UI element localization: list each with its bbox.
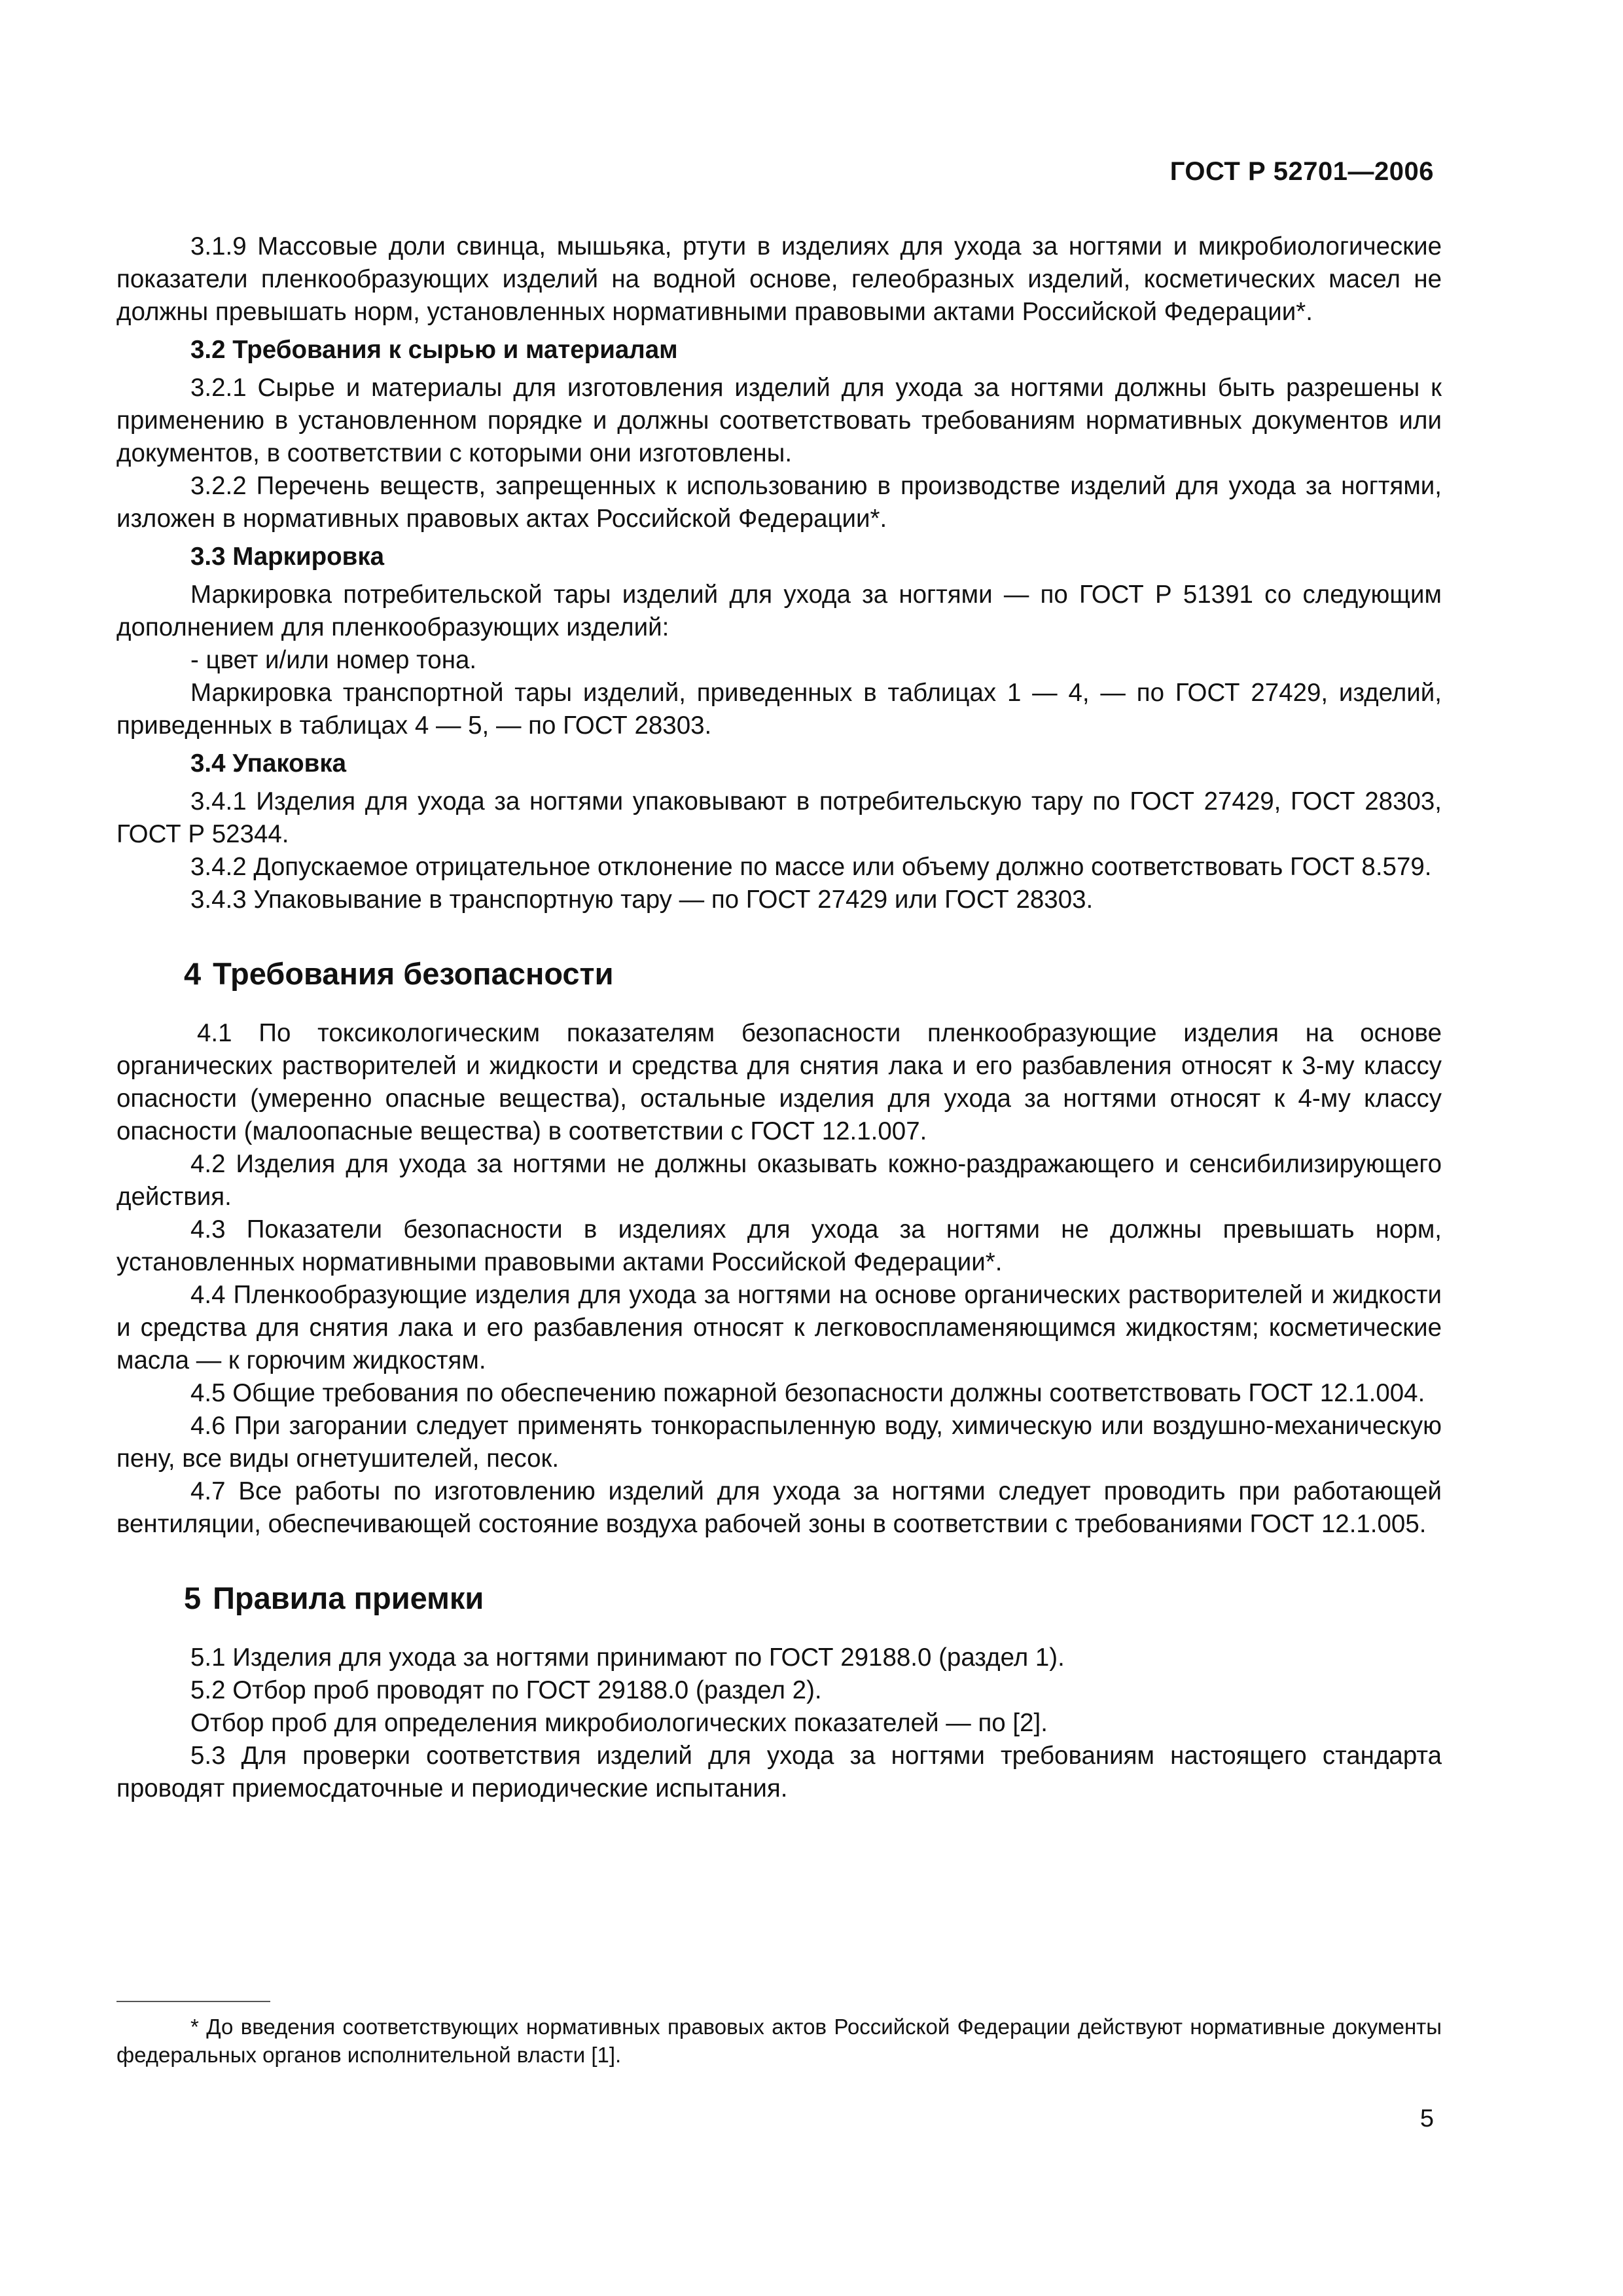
section-4-title: Требования безопасности bbox=[213, 956, 614, 991]
paragraph-3-3-transport-marking: Маркировка транспортной тары изделий, приведенных в таблицах 1 — 4, — по ГОСТ 27429, изделий, приведенных в таблицах 4 — 5, — по ГОСТ 28303. bbox=[116, 679, 1442, 740]
paragraph-5-2-microbiological: Отбор проб для определения микробиологических показателей — по [2]. bbox=[190, 1709, 1048, 1737]
paragraph-3-3-color-tone: - цвет и/или номер тона. bbox=[190, 646, 477, 674]
paragraph-3-4-1: 3.4.1 Изделия для ухода за ногтями упаковывают в потребительскую тару по ГОСТ 27429, ГОСТ 28303, ГОСТ Р 52344. bbox=[116, 787, 1442, 848]
paragraph-4-3: 4.3 Показатели безопасности в изделиях для ухода за ногтями не должны превышать норм, установленных нормативными правовыми актами Российской Федерации*. bbox=[116, 1215, 1442, 1276]
paragraph-3-3-consumer-marking: Маркировка потребительской тары изделий для ухода за ногтями — по ГОСТ Р 51391 со следующим дополнением для пленкообразующих изделий: bbox=[116, 581, 1442, 641]
paragraph-5-3: 5.3 Для проверки соответствия изделий для ухода за ногтями требованиям настоящего стандарта проводят приемосдаточные и периодические испытания. bbox=[116, 1742, 1442, 1803]
section-heading-4 bbox=[116, 954, 1442, 994]
paragraph-4-5: 4.5 Общие требования по обеспечению пожарной безопасности должны соответствовать ГОСТ 12.1.004. bbox=[190, 1379, 1425, 1407]
subsection-heading-3-3: 3.3 Маркировка bbox=[190, 543, 385, 571]
paragraph-4-7: 4.7 Все работы по изготовлению изделий для ухода за ногтями следует проводить при работающей вентиляции, обеспечивающей состояние воздуха рабочей зоны в соответствии с требованиями ГОСТ 12.1.005. bbox=[116, 1477, 1442, 1538]
paragraph-5-2: 5.2 Отбор проб проводят по ГОСТ 29188.0 (раздел 2). bbox=[190, 1676, 822, 1704]
section-5-title: Правила приемки bbox=[213, 1581, 484, 1615]
section-4-number: 4 bbox=[184, 956, 202, 991]
paragraph-4-4: 4.4 Пленкообразующие изделия для ухода за ногтями на основе органических растворителей и жидкости и средства для снятия лака и его разбавления относят к легковоспламеняющимся жидкостям; косметические масла — к горючим жидкостям. bbox=[116, 1281, 1442, 1374]
paragraph-5-1: 5.1 Изделия для ухода за ногтями принимают по ГОСТ 29188.0 (раздел 1). bbox=[190, 1643, 1065, 1672]
subsection-heading-3-4: 3.4 Упаковка bbox=[190, 749, 346, 778]
paragraph-3-2-2: 3.2.2 Перечень веществ, запрещенных к использованию в производстве изделий для ухода за ногтями, изложен в нормативных правовых актах Российской Федерации*. bbox=[116, 472, 1442, 533]
paragraph-3-4-2: 3.4.2 Допускаемое отрицательное отклонение по массе или объему должно соответствовать ГОСТ 8.579. bbox=[190, 853, 1432, 881]
page-number: 5 bbox=[1419, 2105, 1434, 2132]
paragraph-4-1: 4.1 По токсикологическим показателям безопасности пленкообразующие изделия на основе органических растворителей и жидкости и средства для снятия лака и его разбавления относят к 3-му классу опасности (умеренно опасные вещества), остальные изделия для ухода за ногтями относят к 4-му классу опасности (малоопасные вещества) в соответствии с ГОСТ 12.1.007. bbox=[116, 1019, 1442, 1145]
footnote: * До введения соответствующих нормативных правовых актов Российской Федерации действуют нормативные документы федеральных органов исполнительной власти [1]. bbox=[116, 2015, 1442, 2067]
paragraph-3-4-3: 3.4.3 Упаковывание в транспортную тару — по ГОСТ 27429 или ГОСТ 28303. bbox=[190, 886, 1094, 914]
document-code-header: ГОСТ Р 52701—2006 bbox=[1169, 157, 1434, 186]
section-5-number: 5 bbox=[184, 1581, 202, 1615]
subsection-heading-3-2: 3.2 Требования к сырью и материалам bbox=[190, 336, 678, 364]
paragraph-3-2-1: 3.2.1 Сырье и материалы для изготовления изделий для ухода за ногтями должны быть разрешены к применению в установленном порядке и должны соответствовать требованиям нормативных документов или документов, в соответствии с которыми они изготовлены. bbox=[116, 374, 1442, 467]
section-heading-5 bbox=[116, 1579, 1442, 1618]
document-body bbox=[116, 230, 1442, 1805]
paragraph-3-1-9: 3.1.9 Массовые доли свинца, мышьяка, ртути в изделиях для ухода за ногтями и микробиологические показатели пленкообразующих изделий на водной основе, гелеобразных изделий, косметических масел не должны превышать норм, установленных нормативными правовыми актами Российской Федерации*. bbox=[116, 232, 1442, 326]
footnote-divider bbox=[116, 2001, 270, 2002]
paragraph-4-2: 4.2 Изделия для ухода за ногтями не должны оказывать кожно-раздражающего и сенсибилизирующего действия. bbox=[116, 1150, 1442, 1211]
paragraph-4-6: 4.6 При загорании следует применять тонкораспыленную воду, химическую или воздушно-механическую пену, все виды огнетушителей, песок. bbox=[116, 1412, 1442, 1473]
